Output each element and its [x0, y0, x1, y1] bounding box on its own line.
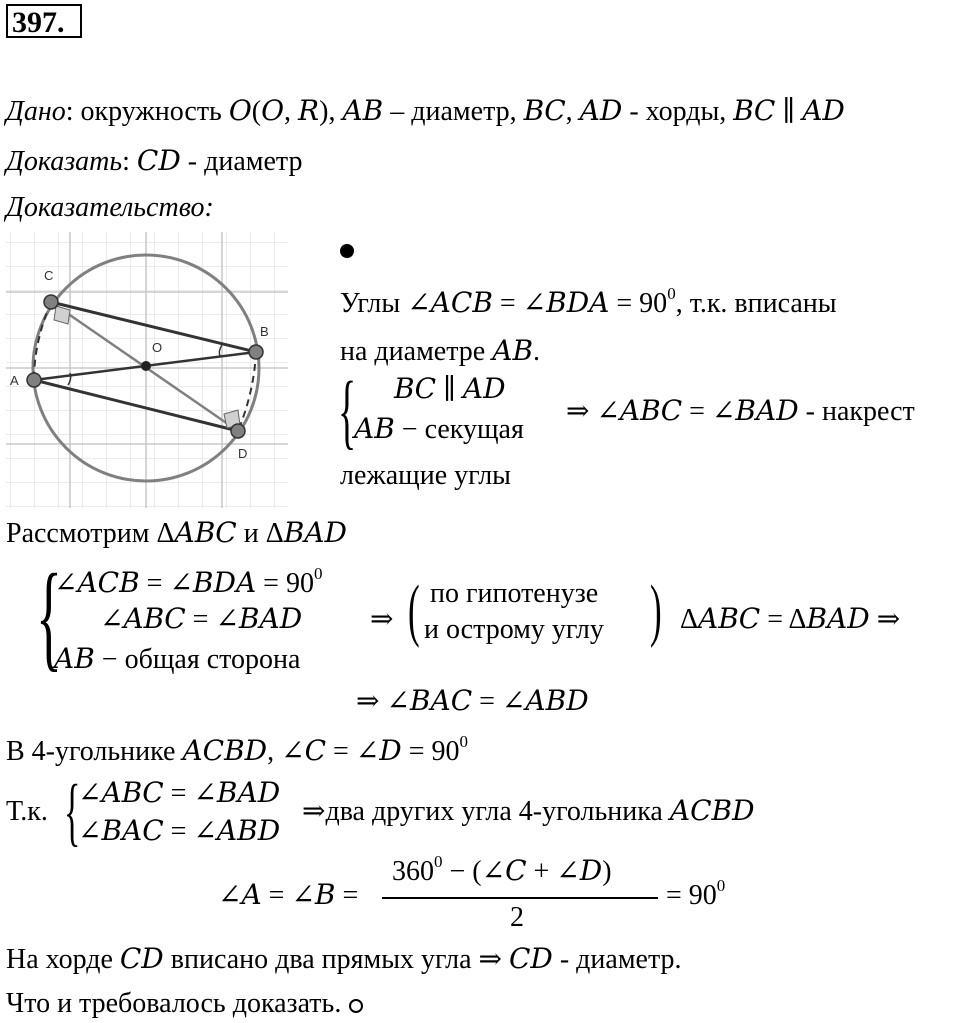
- formula-denominator: 2: [510, 902, 524, 933]
- step1-last-line: лежащие углы: [340, 460, 511, 491]
- tk-prefix: Т.к.: [6, 796, 48, 827]
- consider-line: Рассмотрим Δ𝐴𝐵𝐶 и Δ𝐵𝐴𝐷: [6, 518, 347, 549]
- point-label-b: B: [260, 324, 269, 339]
- brace-icon: {: [64, 770, 81, 854]
- formula-lhs: ∠𝐴 = ∠𝐵 =: [218, 880, 359, 911]
- brace-icon: {: [36, 549, 62, 682]
- tk-result: ⇒два других угла 4-угольника 𝐴𝐶𝐵𝐷: [302, 796, 755, 827]
- step1-system-b: 𝐴𝐵 − секущая: [354, 414, 524, 445]
- tk-a: ∠𝐴𝐵𝐶 = ∠𝐵𝐴𝐷: [78, 778, 281, 809]
- fraction-bar: [382, 897, 658, 899]
- given-text: : окружность 𝑂(𝑂, 𝑅), 𝐴𝐵 – диаметр, 𝐵𝐶, 𝐴𝐷 - хорды, 𝐵𝐶 ∥ 𝐴𝐷: [65, 96, 845, 127]
- sys2-paren1: по гипотенузе: [430, 578, 599, 609]
- point-label-c: C: [44, 268, 54, 283]
- quad-line: В 4-угольнике 𝐴𝐶𝐵𝐷, ∠𝐶 = ∠𝐷 = $90^0$: [6, 732, 469, 767]
- brace-icon: {: [338, 365, 357, 458]
- step1-line1: Углы ∠𝐴𝐶𝐵 = ∠𝐵𝐷𝐴 = $90^0$, т.к. вписаны: [340, 284, 837, 319]
- sys2-result: Δ𝐴𝐵𝐶 = Δ𝐵𝐴𝐷 ⇒: [680, 604, 901, 635]
- point-label-o: O: [152, 340, 163, 355]
- tk-b: ∠𝐵𝐴𝐶 = ∠𝐴𝐵𝐷: [78, 816, 281, 847]
- formula-numerator: $360^0$ − (∠𝐶 + ∠𝐷): [392, 852, 612, 887]
- sys2-b: ∠𝐴𝐵𝐶 = ∠𝐵𝐴𝐷: [100, 604, 303, 635]
- end-circle-icon: [349, 999, 363, 1013]
- sys2-arrow: ⇒: [370, 604, 394, 635]
- paren-open: (: [408, 572, 420, 649]
- formula-rhs: = $90^0$: [666, 876, 726, 911]
- point-label-d: D: [238, 446, 248, 461]
- sys2-c: 𝐴𝐵 − общая сторона: [54, 644, 301, 675]
- given-line: [6, 98, 845, 126]
- problem-number: 397.: [6, 4, 82, 38]
- conclusion1: ⇒ ∠𝐵𝐴𝐶 = ∠𝐴𝐵𝐷: [356, 686, 589, 717]
- prove-text: : 𝐶𝐷 - диаметр: [122, 146, 303, 177]
- step1-system-result: ⇒ ∠𝐴𝐵𝐶 = ∠𝐵𝐴𝐷 - накрест: [566, 396, 915, 427]
- step1-system-a: 𝐵𝐶 ∥ 𝐴𝐷: [394, 374, 506, 405]
- paren-close: ): [650, 572, 662, 649]
- given-label: Дано: [6, 96, 66, 127]
- geometry-figure: [6, 232, 288, 508]
- sys2-a: ∠𝐴𝐶𝐵 = ∠𝐵𝐷𝐴 = $90^0$: [54, 564, 323, 599]
- sys2-paren2: и острому углу: [424, 614, 604, 645]
- step1-line2: на диаметре 𝐴𝐵.: [340, 336, 541, 367]
- prove-label: Доказать: [6, 146, 123, 177]
- prove-line: [6, 148, 302, 176]
- final-line2: Что и требовалось доказать.: [6, 990, 363, 1018]
- final-line1: На хорде 𝐶𝐷 вписано два прямых угла ⇒ 𝐶𝐷 - диаметр.: [6, 944, 682, 975]
- proof-label: Доказательство:: [6, 192, 214, 223]
- bullet-icon: [340, 244, 354, 258]
- point-label-a: A: [10, 373, 19, 388]
